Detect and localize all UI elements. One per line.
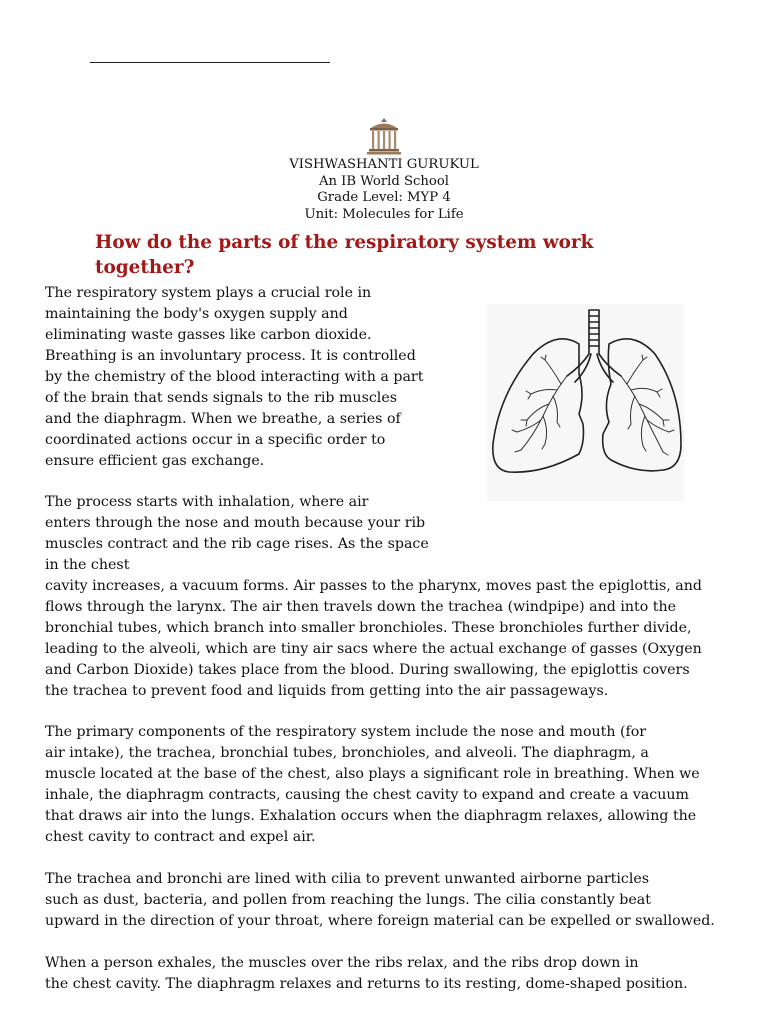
school-pavilion-icon <box>367 116 401 156</box>
school-header <box>0 157 768 223</box>
grade-level: Grade Level: MYP 4 <box>317 190 451 205</box>
page-title: How do the parts of the respiratory system work together? <box>95 232 594 278</box>
paragraph-inhalation: The process starts with inhalation, where air enters through the nose and mouth because your rib muscles contract and the rib cage rises. As the space in the chest cavity increases, a vacuum forms. Air passes to the pharynx, moves past the epiglottis, and flows through the larynx. The air then travels down the trachea (windpipe) and into the bronchial tubes, which branch into smaller bronchioles. These bronchioles further divide, leading to the alveoli, which are tiny air sacs where the actual exchange of gasses (Oxygen and Carbon Dioxide) takes place from the blood. During swallowing, the epiglottis covers the trachea to prevent food and liquids from getting into the air passageways. <box>45 494 702 699</box>
paragraph-intro: The respiratory system plays a crucial role in maintaining the body's oxygen supply and eliminating waste gasses like carbon dioxide. Breathing is an involuntary process. It is controlled by the chemistry of the blood interacting with a part of the brain that sends signals to the rib muscles and the diaphragm. When we breathe, a series of coordinated actions occur in a specific order to ensure efficient gas exchange. <box>45 285 424 469</box>
paragraph-exhalation: When a person exhales, the muscles over the ribs relax, and the ribs drop down in the chest cavity. The diaphragm relaxes and returns to its resting, dome-shaped position. <box>45 955 688 992</box>
lungs-diagram <box>487 304 684 501</box>
unit-name: Unit: Molecules for Life <box>304 206 464 222</box>
name-blank-line <box>90 62 330 63</box>
paragraph-cilia: The trachea and bronchi are lined with cilia to prevent unwanted airborne particles such as dust, bacteria, and pollen from reaching the lungs. The cilia constantly beat upward in the direction of your throat, where foreign material can be expelled or swallowed. <box>45 871 715 929</box>
school-name: VISHWASHANTI GURUKUL <box>289 157 479 172</box>
lungs-diagram-icon <box>487 304 684 501</box>
school-tagline: An IB World School <box>318 173 450 189</box>
paragraph-components: The primary components of the respiratory system include the nose and mouth (for air intake), the trachea, bronchial tubes, bronchioles, and alveoli. The diaphragm, a muscle located at the base of the chest, also plays a significant role in breathing. When we inhale, the diaphragm contracts, causing the chest cavity to expand and create a vacuum that draws air into the lungs. Exhalation occurs when the diaphragm relaxes, allowing the chest cavity to contract and expel air. <box>45 724 700 845</box>
